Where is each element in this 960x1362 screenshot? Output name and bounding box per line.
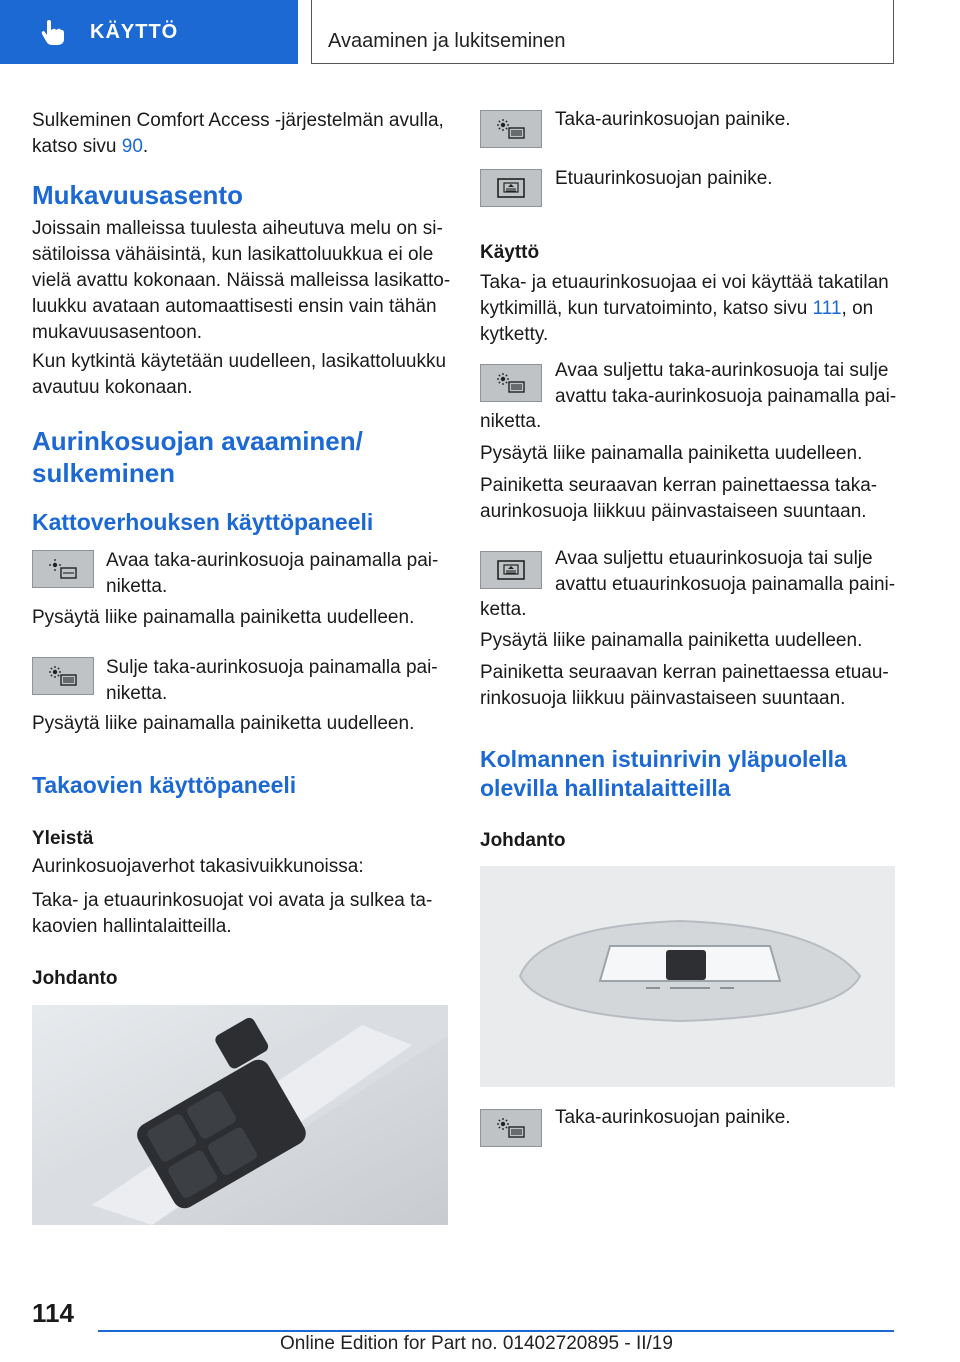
use-text-2: kytkimillä, kun turvatoiminto, katso sivu 111, on [480,298,874,319]
heading-comfort-position: Mukavuusasento [32,180,243,210]
comfort-line: mukavuusasentoon. [32,322,203,343]
chapter-title-box [311,0,894,64]
rear-text-3: niketta. [480,411,542,432]
general-text-1: Aurinkosuojaverhot takasivuikkunoissa: [32,856,364,877]
btn1-text-1: Avaa taka-aurinkosuoja painamalla pai- [106,550,439,571]
use-text-3: kytketty. [480,324,549,345]
rear-sunshade-open-button [32,550,94,588]
btn2-text-2: niketta. [106,683,168,704]
rear-sunshade-button-legend-2 [480,1109,542,1147]
comfort-line: luukku avataan automaattisesti ensin vain tähän [32,296,437,317]
heading-roof-panel: Kattoverhouksen käyttöpaneeli [32,509,374,535]
rear-text-2: avattu taka-aurinkosuoja painamalla pai- [555,386,897,407]
front-sunshade-icon [496,559,526,581]
front-text-3: ketta. [480,599,527,620]
front-sunshade-button-legend [480,169,542,207]
heading-sunshade: Aurinkosuojan avaaminen/ sulkeminen [32,426,363,488]
rear-sunshade-icon [496,372,526,394]
heading-intro-left: Johdanto [32,968,118,989]
heading-intro-right: Johdanto [480,830,566,851]
page-link-111[interactable]: 111 [812,298,842,319]
rear-sunshade-icon [48,665,78,687]
btn2-text-1: Sulje taka-aurinkosuoja painamalla pai- [106,657,438,678]
heading-rear-door-panel: Takaovien käyttöpaneeli [32,772,297,798]
general-text-2b: kaovien hallintalaitteilla. [32,916,232,937]
rear-next-1: Painiketta seuraavan kerran painettaessa taka- [480,475,878,496]
chapter-title: Avaaminen ja lukitseminen [328,30,566,52]
rear-sunshade-close-button [32,657,94,695]
legend-rear: Taka-aurinkosuojan painike. [555,109,791,130]
rear-sunshade-icon [496,118,526,140]
legend-front: Etuaurinkosuojan painike. [555,168,773,189]
hand-pointer-icon [38,17,68,47]
front-next-1: Painiketta seuraavan kerran painettaessa etuau- [480,662,889,683]
front-text-1: Avaa suljettu etuaurinkosuoja tai sulje [555,548,873,569]
front-sunshade-icon [496,177,526,199]
ceiling-panel-photo [480,866,895,1087]
heading-use: Käyttö [480,242,540,263]
stop-text-2: Pysäytä liike painamalla painiketta uudelleen. [32,713,415,734]
rear-sunshade-icon [48,558,78,580]
general-text-2a: Taka- ja etuaurinkosuojat voi avata ja sulkea ta- [32,890,433,911]
btn1-text-2: niketta. [106,576,168,597]
rear-sunshade-icon [496,1117,526,1139]
front-stop: Pysäytä liike painamalla painiketta uudelleen. [480,630,863,651]
rear-stop: Pysäytä liike painamalla painiketta uudelleen. [480,443,863,464]
legend-rear-2: Taka-aurinkosuojan painike. [555,1107,791,1128]
front-text-2: avattu etuaurinkosuoja painamalla paini- [555,574,896,595]
comfort-line: sätiloissa vähäisintä, kun lasikattoluukkua ei ole [32,244,434,265]
page-number: 114 [32,1298,74,1328]
section-tab[interactable] [0,0,298,64]
comfort-line: Joissain malleissa tuulesta aiheutuva melu on si- [32,218,443,239]
intro-paragraph: Sulkeminen Comfort Access -järjestelmän avulla, katso sivu 90. [32,110,444,157]
use-text-1: Taka- ja etuaurinkosuojaa ei voi käyttää takatilan [480,272,889,293]
rear-next-2: aurinkosuoja liikkuu päinvastaiseen suuntaan. [480,501,867,522]
comfort-paragraph-2 [32,349,452,401]
comfort2-line: avautuu kokonaan. [32,377,193,398]
heading-third-row: Kolmannen istuinrivin yläpuolella olevilla hallintalaitteilla [480,746,847,801]
stop-text-1: Pysäytä liike painamalla painiketta uudelleen. [32,607,415,628]
door-panel-photo [32,1005,448,1225]
heading-general: Yleistä [32,828,94,849]
rear-sunshade-button-legend [480,110,542,148]
rear-sunshade-button [480,364,542,402]
section-label: KÄYTTÖ [90,20,179,43]
page-link-90[interactable]: 90 [121,136,143,157]
edition-text: Online Edition for Part no. 01402720895 - II/19 [280,1333,673,1354]
footer-divider [98,1330,894,1332]
comfort-paragraph [32,216,452,346]
rear-text-1: Avaa suljettu taka-aurinkosuoja tai sulje [555,360,889,381]
comfort-line: vielä avattu kokonaan. Näissä malleissa lasikatto- [32,270,451,291]
front-next-2: rinkosuoja liikkuu päinvastaiseen suuntaan. [480,688,846,709]
front-sunshade-button [480,551,542,589]
comfort2-line: Kun kytkintä käytetään uudelleen, lasikattoluukku [32,351,447,372]
